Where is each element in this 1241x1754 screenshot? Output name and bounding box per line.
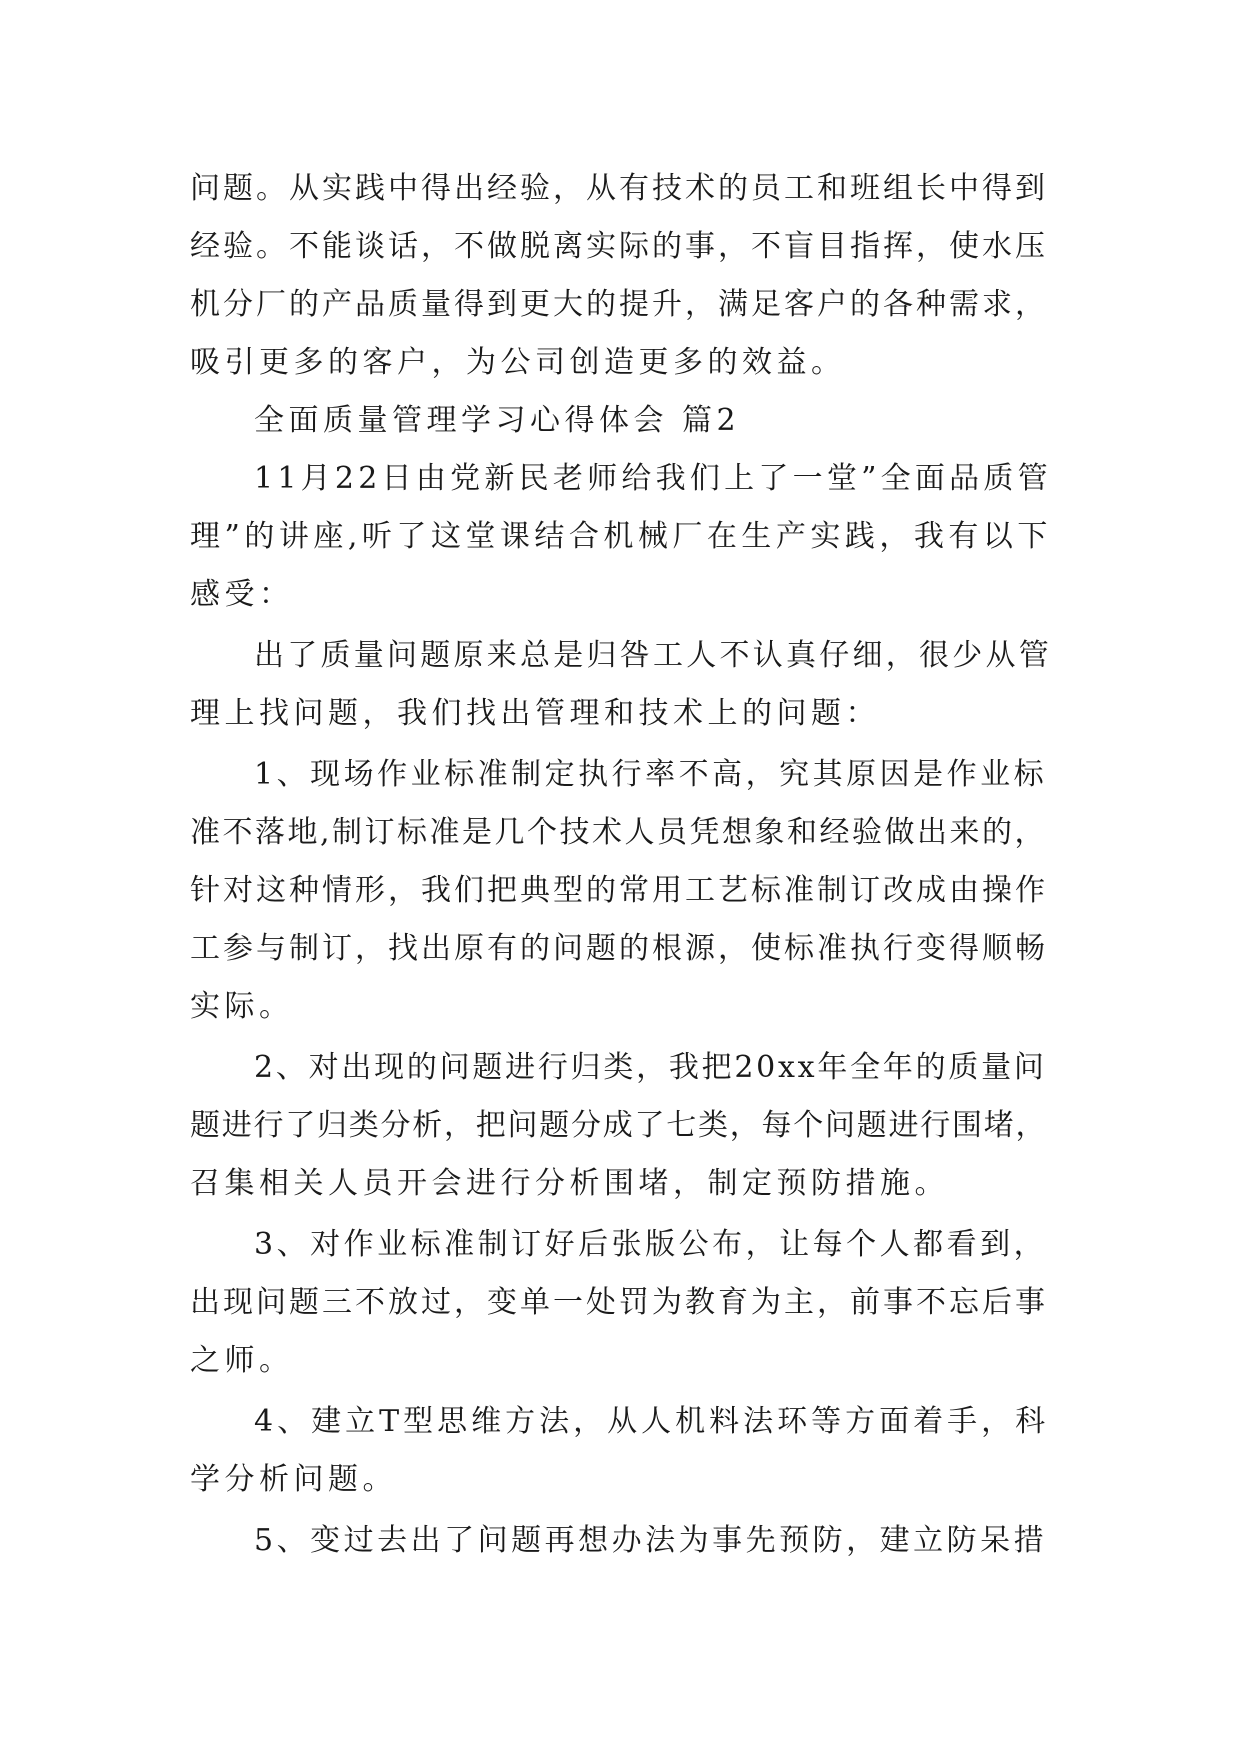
- list-item-1: 1、现场作业标准制定执行率不高，究其原因是作业标: [254, 757, 1048, 792]
- text-line: 理”的讲座,听了这堂课结合机械厂在生产实践，我有以下: [190, 519, 1052, 554]
- text-line: 召集相关人员开会进行分析围堵，制定预防措施。: [190, 1166, 949, 1201]
- text-line: 问题。从实践中得出经验，从有技术的员工和班组长中得到: [190, 171, 1048, 206]
- text-line: 题进行了归类分析，把问题分成了七类，每个问题进行围堵，: [190, 1108, 1048, 1143]
- text-line: 理上找问题，我们找出管理和技术上的问题：: [190, 696, 880, 731]
- text-line: 出了质量问题原来总是归咎工人不认真仔细，很少从管: [254, 638, 1052, 673]
- text-line: 11月22日由党新民老师给我们上了一堂”全面品质管: [254, 461, 1052, 496]
- text-line: 机分厂的产品质量得到更大的提升，满足客户的各种需求，: [190, 287, 1048, 322]
- list-item-3: 3、对作业标准制订好后张版公布，让每个人都看到，: [254, 1227, 1048, 1262]
- text-line: 吸引更多的客户，为公司创造更多的效益。: [190, 345, 846, 380]
- text-line: 之师。: [190, 1343, 294, 1378]
- text-line: 实际。: [190, 989, 294, 1024]
- section-heading: 全面质量管理学习心得体会 篇2: [254, 403, 741, 438]
- list-item-4: 4、建立T型思维方法，从人机料法环等方面着手，科: [254, 1404, 1050, 1439]
- text-line: 工参与制订，找出原有的问题的根源，使标准执行变得顺畅: [190, 931, 1048, 966]
- list-item-2: 2、对出现的问题进行归类，我把20xx年全年的质量问: [254, 1050, 1047, 1085]
- text-line: 感受：: [190, 577, 294, 612]
- text-line: 针对这种情形，我们把典型的常用工艺标准制订改成由操作: [190, 873, 1048, 908]
- document-body: [190, 160, 1052, 1570]
- text-line: 学分析问题。: [190, 1462, 397, 1497]
- list-item-5: 5、变过去出了问题再想办法为事先预防，建立防呆措: [254, 1523, 1048, 1558]
- text-line: 经验。不能谈话，不做脱离实际的事，不盲目指挥，使水压: [190, 229, 1048, 264]
- text-line: 出现问题三不放过，变单一处罚为教育为主，前事不忘后事: [190, 1285, 1048, 1320]
- text-line: 准不落地,制订标准是几个技术人员凭想象和经验做出来的，: [190, 815, 1048, 850]
